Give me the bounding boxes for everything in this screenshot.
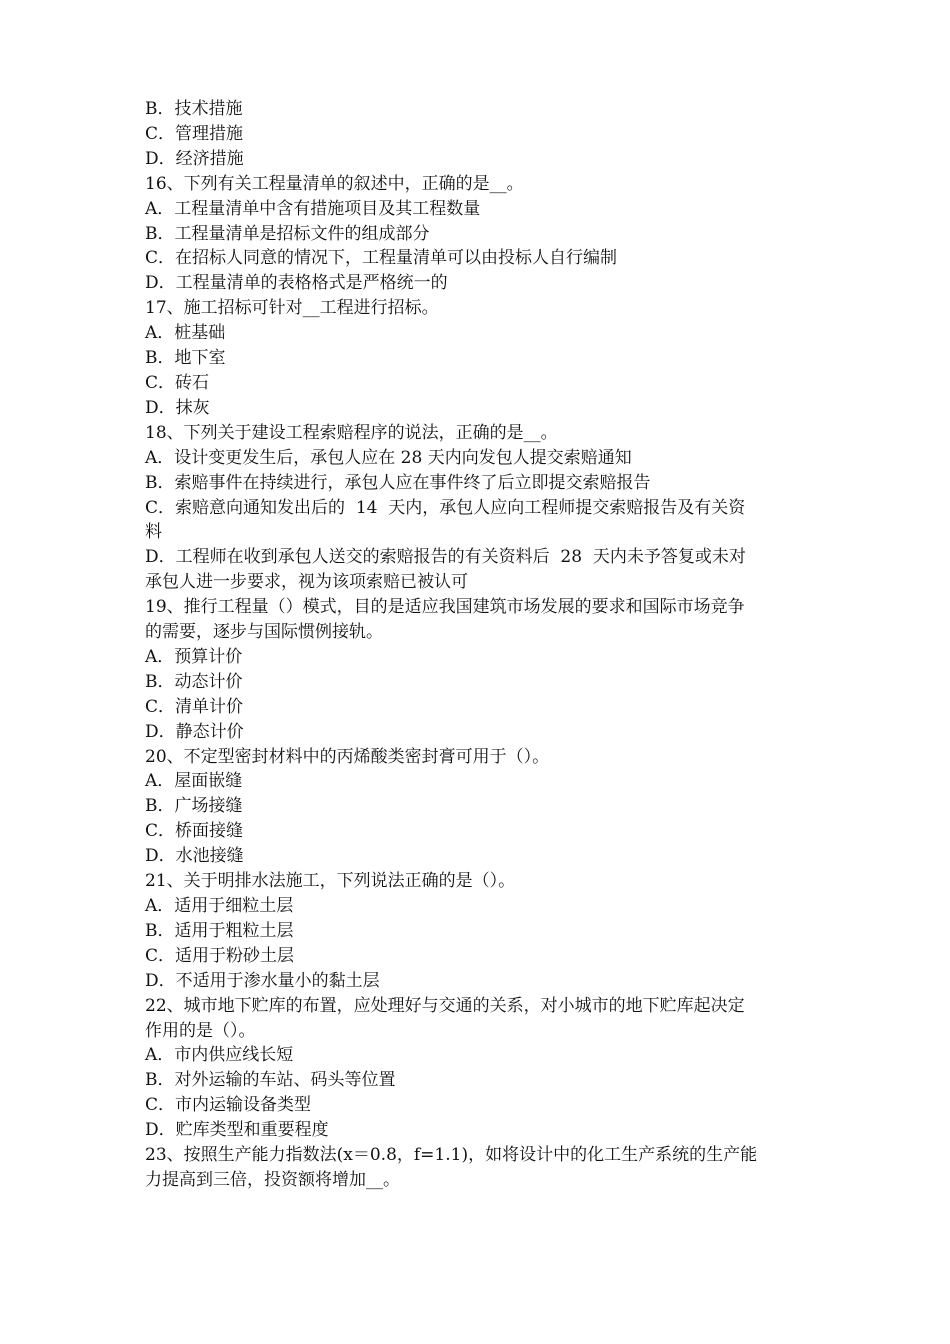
option-line: C．市内运输设备类型 xyxy=(145,1095,312,1116)
option-line: A．设计变更发生后，承包人应在 28 天内向发包人提交索赔通知 xyxy=(145,447,632,468)
option-line: D．工程师在收到承包人送交的索赔报告的有关资料后 28 天内未予答复或未对 xyxy=(145,547,746,568)
option-line: D．贮库类型和重要程度 xyxy=(145,1120,329,1141)
option-line: D．静态计价 xyxy=(145,721,244,742)
question-23: 23、按照生产能力指数法(x＝0.8，f=1.1)，如将设计中的化工生产系统的生产能 xyxy=(145,1145,758,1166)
option-line: D．不适用于渗水量小的黏土层 xyxy=(145,970,380,991)
option-line: D．经济措施 xyxy=(145,148,244,169)
option-line: A．桩基础 xyxy=(145,323,226,344)
question-17: 17、施工招标可针对__工程进行招标。 xyxy=(145,298,439,319)
question-23-continued: 力提高到三倍，投资额将增加__。 xyxy=(145,1169,400,1190)
option-line: B．适用于粗粒土层 xyxy=(145,920,294,941)
option-line: B．地下室 xyxy=(145,348,226,369)
question-18: 18、下列关于建设工程索赔程序的说法，正确的是__。 xyxy=(145,422,558,443)
option-line-continued: 承包人进一步要求，视为该项索赔已被认可 xyxy=(145,572,468,593)
option-line: B．技术措施 xyxy=(145,99,243,119)
option-line: C．索赔意向通知发出后的 14 天内，承包人应向工程师提交索赔报告及有关资 xyxy=(145,497,746,518)
option-line: C．在招标人同意的情况下，工程量清单可以由投标人自行编制 xyxy=(145,248,618,269)
question-22: 22、城市地下贮库的布置，应处理好与交通的关系，对小城市的地下贮库起决定 xyxy=(145,995,745,1016)
option-line: C．桥面接缝 xyxy=(145,821,244,842)
question-20: 20、不定型密封材料中的丙烯酸类密封膏可用于（）。 xyxy=(145,746,550,767)
option-line: C．管理措施 xyxy=(145,123,244,144)
question-19: 19、推行工程量（）模式，目的是适应我国建筑市场发展的要求和国际市场竞争 xyxy=(145,597,745,618)
question-19-continued: 的需要，逐步与国际惯例接轨。 xyxy=(145,622,383,643)
option-line: C．清单计价 xyxy=(145,696,244,717)
option-line: D．工程量清单的表格格式是严格统一的 xyxy=(145,273,448,294)
document-page xyxy=(145,97,813,1193)
question-21: 21、关于明排水法施工，下列说法正确的是（）。 xyxy=(145,871,516,892)
option-line: A．预算计价 xyxy=(145,646,243,667)
option-line: B．对外运输的车站、码头等位置 xyxy=(145,1070,396,1091)
option-line: C．适用于粉砂土层 xyxy=(145,945,295,966)
option-line-continued: 料 xyxy=(145,522,162,543)
option-line: D．抹灰 xyxy=(145,397,210,418)
option-line: D．水池接缝 xyxy=(145,846,244,867)
option-line: B．索赔事件在持续进行，承包人应在事件终了后立即提交索赔报告 xyxy=(145,472,651,493)
question-16: 16、下列有关工程量清单的叙述中，正确的是__。 xyxy=(145,173,524,194)
option-line: B．广场接缝 xyxy=(145,796,243,817)
option-line: A．工程量清单中含有措施项目及其工程数量 xyxy=(145,198,481,219)
option-line: A．适用于细粒土层 xyxy=(145,896,294,916)
option-line: B．动态计价 xyxy=(145,671,243,692)
option-line: B．工程量清单是招标文件的组成部分 xyxy=(145,223,430,244)
question-22-continued: 作用的是（）。 xyxy=(145,1020,256,1041)
option-line: A．屋面嵌缝 xyxy=(145,771,243,792)
option-line: C．砖石 xyxy=(145,372,210,393)
option-line: A．市内供应线长短 xyxy=(145,1045,294,1066)
